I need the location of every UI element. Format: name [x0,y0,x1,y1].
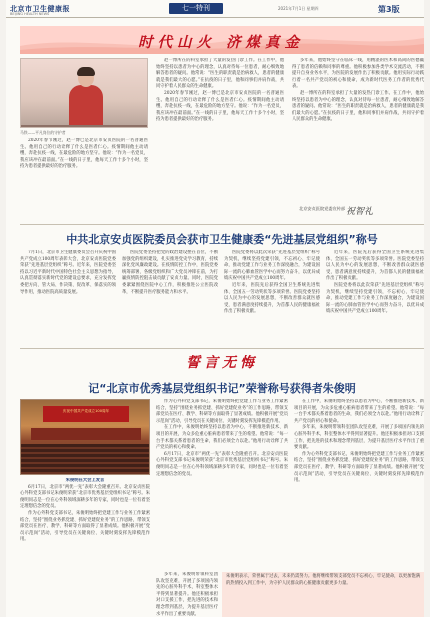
feature2-paragraph: 作为心外科党支部书记，朱俊明始终把党建工作与业务工作紧密结合，坚持“围绕业务抓党建、抓好党建促业务”的工作思路，带领支部党员在医疗、教学、科研等方面取得了显著成绩。他积极开展“党员示范岗”活动，引导党员在关键岗位、关键时刻发挥先锋模范作用。 [294,451,424,484]
podium [21,125,148,128]
feature-paragraph: 赵一博所在的科室承担了大量的发热门诊工作。在工作中，他始终坚持以患者为中心的理念，认真对待每一位患者，耐心细致地解答患者的疑问。他常说：“医生的职责就是治病救人，患者的健康就是我们最大的心愿。”在抗疫的日子里，他和同事们并肩作战，共同守护着人民群众的生命健康。 [156,58,284,90]
paper-name: 北京市卫生健康报 [10,5,70,13]
speaker-figure [69,85,103,128]
feature-paragraph: 2020年春节刚过，赵一博已是北京市安贞医院的一名普通医生。他用自己的行动诠释了什么是医者仁心。疫情期间他主动请缨，奔赴抗疫一线，在最危险的地方坚守。他说：“作为一名党员，我应该冲在最前面。”在一线的日子里，他每天工作十多个小时，坚持为患者提供最好的治疗服务。 [156,90,284,123]
auditorium-photo [20,399,150,475]
feature-paragraph: 赵一博所在的科室承担了大量的发热门诊工作。在工作中，他始终坚持以患者为中心的理念，认真对待每一位患者，耐心细致地解答患者的疑问。他常说：“医生的职责就是治病救人，患者的健康就是我们最大的心愿。”在抗疫的日子里，他和同事们并肩作战，共同守护着人民群众的生命健康。 [292,90,424,123]
feature2-paragraph: 6月17日，北京市“两优一先”表彰大会隆重召开。北京安贞医院心外科党支部书记朱俊明荣获“北京市优秀基层党组织书记”称号。朱俊明同志是一位在心外科领域深耕多年的专家，同时也是一位有着坚定理想信念的党员。 [156,451,288,477]
section-divider [20,224,424,225]
article-paragraph: 近年来，医院先后获得全国卫生系统先进集体、全国五一劳动奖状等多项荣誉。医院党委坚持以人民为中心的发展思想，不断改善群众就医感受，患者满意度持续提升，为首都人民的健康福祉作出了积极贡献。 [326,250,424,282]
feature2-title: 誓言无悔 [186,355,258,371]
author-line: 北京安贞医院党委宣传部 [299,206,346,211]
feature-title: 时代山火 济煤真金 [138,35,305,51]
feature2-column-3 [294,399,424,569]
article-paragraph: 近年来，医院先后获得全国卫生系统先进集体、全国五一劳动奖状等多项荣誉。医院党委坚持以人民为中心的发展思想，不断改善群众就医感受，患者满意度持续提升，为首都人民的健康福祉作出了积极贡献。 [224,282,320,315]
headline-party-committee: 中共北京安贞医院委员会获市卫生健康委“先进基层党组织”称号 [66,233,378,246]
highlight-box [222,572,424,617]
issue-info: 2021年7月1日 星期四 [278,6,319,11]
feature2-column-4 [156,572,218,617]
headline-zhu-junming: 记“北京市优秀基层党组织书记”荣誉称号获得者朱俊明 [88,382,356,395]
feature2-column-2 [156,399,288,569]
audience-seats [21,444,150,475]
masthead [6,0,424,18]
highlight-text: 朱俊明表示，荣誉属于过去，未来仍需努力。他将继续带领支部党员不忘初心、牢记使命，以更加饱满的热情投入到工作中，为守护人民群众的心脏健康贡献更多力量。 [226,574,420,586]
article-paragraph: 医院党委将以此次荣获“先进基层党组织”称号为契机，继续坚持党建引领，不忘初心、牢记使命，推动党建工作与业务工作深度融合，为建设国际一流的心肺血管医学中心而努力奋斗，以优异成绩庆祝中国共产党成立100周年。 [224,250,320,282]
paper-subtitle: BEIJING HEALTH NEWS [10,12,50,16]
article-column-1 [20,250,116,346]
article-column-2 [122,250,218,346]
feature-column-3 [292,58,424,200]
feature-paragraph: 2020年春节刚过，赵一博已是北京市安贞医院的一名普通医生。他用自己的行动诠释了什么是医者仁心。疫情期间他主动请缨，奔赴抗疫一线，在最危险的地方坚守。他说：“作为一名党员，我应该冲在最前面。”在一线的日子里，他每天工作十多个小时，坚持为患者提供最好的治疗服务。 [20,138,148,170]
speaker-hair [77,67,95,76]
stage-screen-text: 庆祝中国共产党成立100周年 [62,409,110,413]
signature: 祝智礼 [346,207,374,217]
feature2-paragraph: 6月17日，北京市“两优一先”表彰大会隆重召开。北京安贞医院心外科党支部书记朱俊明荣获“北京市优秀基层党组织书记”称号。朱俊明同志是一位在心外科领域深耕多年的专家，同时也是一位有着坚定理想信念的党员。 [20,484,150,510]
feature2-column-1 [20,478,150,617]
feature2-paragraph: 多年来，朱俊明带领科室团队攻坚克难，开展了多项国内领先的心脏外科手术，科室整体水平得到显著提升。他还积极承担对口支援工作，把先进的技术和理念带到基层，为提升基层医疗水平作出了重要贡献。 [156,572,218,617]
article-paragraph: 医院党委将以此次荣获“先进基层党组织”称号为契机，继续坚持党建引领，不忘初心、牢记使命，推动党建工作与业务工作深度融合，为建设国际一流的心肺血管医学中心而努力奋斗，以优异成绩庆祝中国共产党成立100周年。 [326,282,424,315]
section-divider [20,348,424,349]
feature2-paragraph: 多年来，朱俊明带领科室团队攻坚克难，开展了多项国内领先的心脏外科手术，科室整体水平得到显著提升。他还积极承担对口支援工作，把先进的技术和理念带到基层，为提升基层医疗水平作出了重要贡献。 [294,425,424,451]
feature-column-1 [20,138,148,226]
page-number: 第3版 [378,5,400,14]
feature2-paragraph: 作为心外科党支部书记，朱俊明始终把党建工作与业务工作紧密结合，坚持“围绕业务抓党建、抓好党建促业务”的工作思路，带领支部党员在医疗、教学、科研等方面取得了显著成绩。他积极开展“党员示范岗”活动，引导党员在关键岗位、关键时刻发挥先锋模范作用。 [156,399,288,424]
article-paragraph: 医院党委坚持把党的政治建设摆在首位，不断加强党的组织建设，扎实推进党史学习教育，持续深化党风廉政建设。在疫情防控工作中，医院党委统筹部署，各级党组织和广大党员冲锋在前，为打赢疫情防控阻击战贡献了安贞力量。同时，医院党委紧紧围绕医院中心工作，积极推进公立医院改革，不断提升医疗服务能力和水平。 [122,250,218,295]
section-tag: 七一特刊 [169,3,223,14]
feature-paragraph: 多年来，他始终坚守在临床一线，用精湛的医术和高尚的医德赢得了患者的信赖和同事的尊重。他积极参加各类学术交流活动，不断提升自身业务水平，为医院的发展作出了积极贡献。他用实际行动践行着一名共产党员的初心和使命，成为新时代医务工作者的优秀代表。 [292,58,424,90]
article-paragraph: 7月1日，北京市卫生健康委员会召开庆祝中国共产党成立100周年表彰大会，北京安贞医院党委荣获“先进基层党组织”称号。近年来，医院党委坚持以习近平新时代中国特色社会主义思想为指导，认真贯彻落实新时代党的建设总要求，充分发挥党委把方向、管大局、作决策、促改革、保落实的领导作用，推动医院高质量发展。 [20,250,116,295]
article-column-3 [224,250,320,346]
feature2-title-block [20,352,424,374]
newspaper-page [6,0,424,617]
photo-caption: 朱俊明在大会上发言 [65,478,105,483]
feature-column-2 [156,58,284,226]
feature2-paragraph: 在工作中，朱俊明始终坚持以患者为中心，不断推进新技术、新项目的开展，为众多危重心脏病患者带来了生的希望。他常说：“每一台手术都关系着患者的生命，我们必须全力以赴。”他用行动诠释了共产党员的初心和使命。 [294,399,424,424]
article-column-4 [326,250,424,346]
stage [31,428,141,440]
speaker-photo [20,58,148,128]
feature2-paragraph: 作为心外科党支部书记，朱俊明始终把党建工作与业务工作紧密结合，坚持“围绕业务抓党建、抓好党建促业务”的工作思路，带领支部党员在医疗、教学、科研等方面取得了显著成绩。他积极开展“党员示范岗”活动，引导党员在关键岗位、关键时刻发挥先锋模范作用。 [20,510,150,543]
photo-caption: 马铁——平凡岗位的守护者 [20,130,66,135]
feature2-paragraph: 在工作中，朱俊明始终坚持以患者为中心，不断推进新技术、新项目的开展，为众多危重心脏病患者带来了生的希望。他常说：“每一台手术都关系着患者的生命，我们必须全力以赴。”他用行动诠释了共产党员的初心和使命。 [156,425,288,451]
